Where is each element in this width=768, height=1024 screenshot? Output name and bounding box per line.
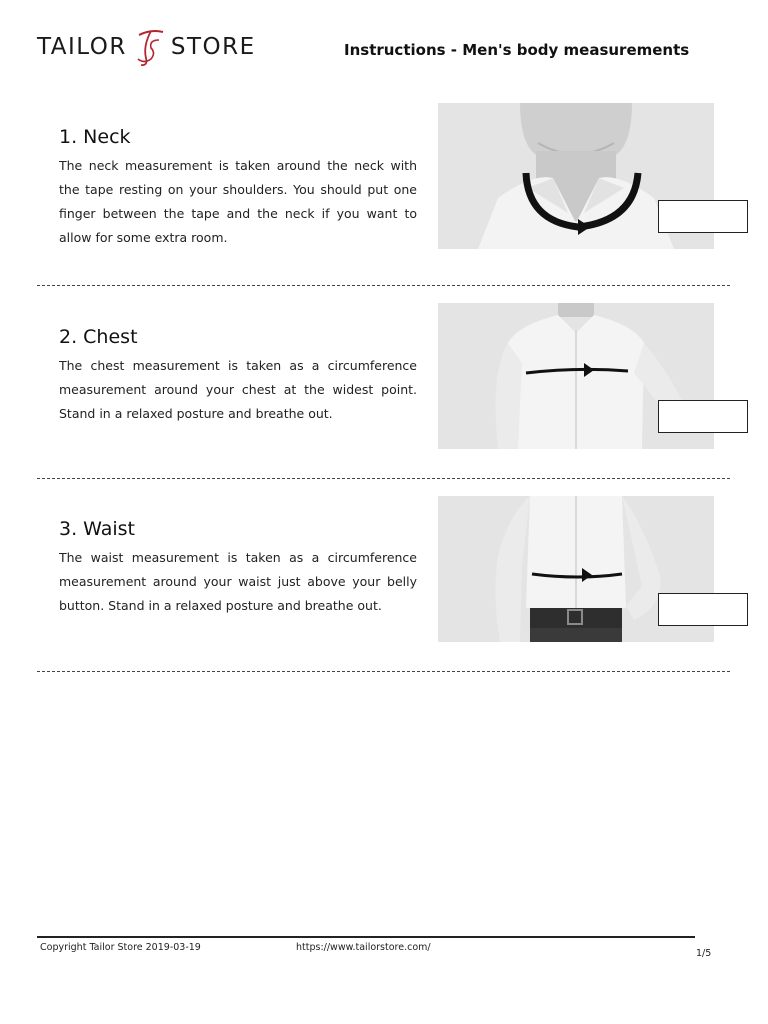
waist-title: 3. Waist: [59, 518, 136, 540]
section-divider: [37, 671, 730, 672]
page-number: 1/5: [696, 948, 712, 959]
neck-description: The neck measurement is taken around the neck with the tape resting on your shoulders. You should put one finger between the tape and the neck if you want to allow for some extra room.: [59, 158, 417, 245]
waist-description: The waist measurement is taken as a circumference measurement around your waist just above your belly button. Stand in a relaxed posture and breathe out.: [59, 550, 417, 613]
footer-rule: [37, 936, 695, 938]
logo-text-left: TAILOR: [37, 34, 127, 60]
footer-url[interactable]: https://www.tailorstore.com/: [296, 942, 431, 953]
footer-copyright: Copyright Tailor Store 2019-03-19: [40, 942, 201, 953]
chest-description: The chest measurement is taken as a circumference measurement around your chest at the widest point. Stand in a relaxed posture and breathe out.: [59, 358, 417, 421]
logo-text-right: STORE: [170, 34, 256, 60]
neck-title: 1. Neck: [59, 126, 131, 148]
document-title: Instructions - Men's body measurements: [344, 41, 690, 59]
chest-title: 2. Chest: [59, 326, 138, 348]
waist-measurement-box: [658, 593, 748, 626]
